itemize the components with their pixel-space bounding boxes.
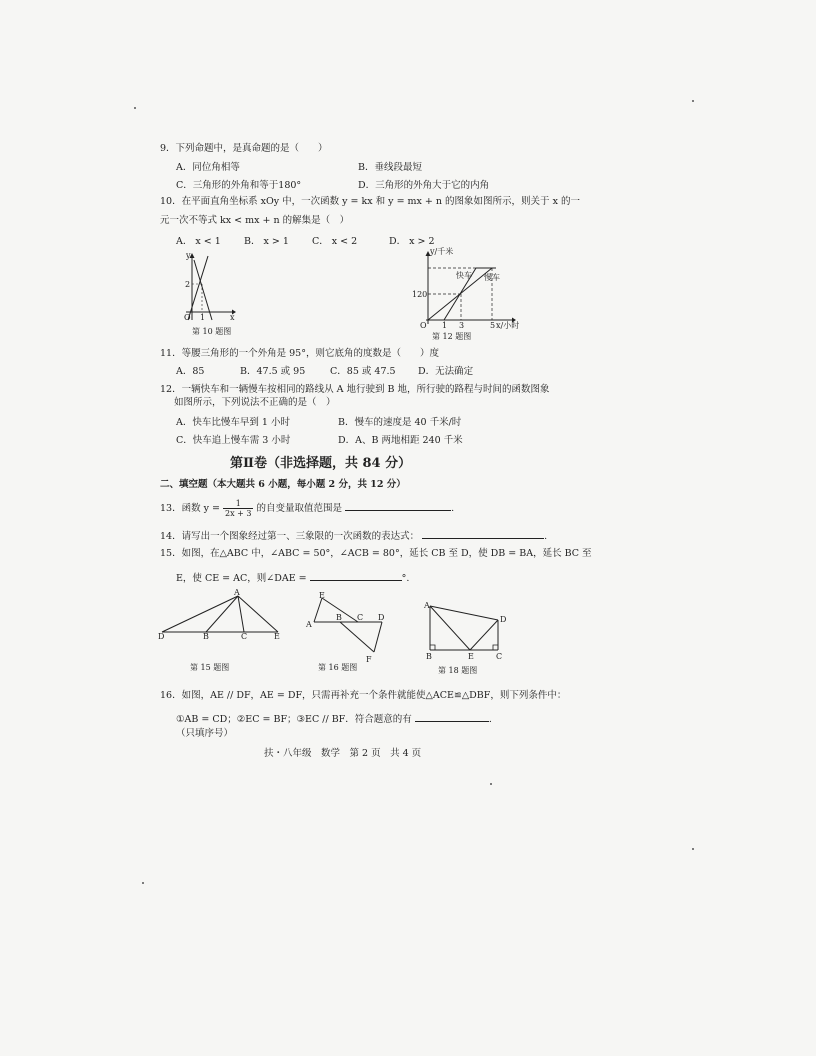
fig16-label-a: A bbox=[306, 620, 312, 629]
section2-title: 二、填空题（本大题共 6 小题，每小题 2 分，共 12 分） bbox=[160, 479, 406, 490]
q15-line2 bbox=[176, 570, 409, 585]
scan-speck bbox=[142, 882, 144, 884]
fig12-tick-1: 1 bbox=[442, 321, 448, 330]
fig18-label-b: B bbox=[426, 652, 432, 661]
q15-line2-prefix: E，使 CE = AC，则∠DAE = bbox=[176, 573, 307, 584]
scan-speck bbox=[692, 100, 694, 102]
fig12-fast-label: 快车 bbox=[456, 271, 472, 280]
fig18-label-d: D bbox=[500, 615, 507, 624]
fig16-label-c: C bbox=[357, 613, 364, 622]
fig10-x-label: x bbox=[230, 313, 235, 322]
q9-stem: 9．下列命题中，是真命题的是（ ） bbox=[160, 143, 328, 154]
q9-option-d: D．三角形的外角大于它的内角 bbox=[358, 180, 490, 191]
q9-option-c: C．三角形的外角和等于180° bbox=[176, 180, 302, 191]
fig15-label-c: C bbox=[241, 632, 248, 641]
q13: 13．函数 y = $\frac{1}{2x + 3}$ 的自变量取值范围是 . bbox=[160, 499, 455, 518]
q10-stem-line1: 10．在平面直角坐标系 xOy 中，一次函数 y = kx 和 y = mx + n 的图象如图所示，则关于 x 的一 bbox=[160, 196, 580, 207]
q16-answer-blank[interactable] bbox=[415, 711, 489, 722]
figure-16 bbox=[304, 590, 396, 664]
q16-line2: ①AB = CD；②EC = BF；③EC // BF．符合题意的有 . bbox=[176, 711, 492, 726]
fig12-tick-5: 5 bbox=[490, 321, 496, 330]
q11-stem: 11．等腰三角形的一个外角是 95°，则它底角的度数是（ ）度 bbox=[160, 348, 439, 359]
figure-12-chart bbox=[412, 247, 526, 332]
q10-option-c: C． x < 2 bbox=[312, 236, 358, 247]
fig18-label-e: E bbox=[468, 652, 474, 661]
q11-option-b: B．47.5 或 95 bbox=[240, 366, 306, 377]
q14-text: 14．请写出一个图象经过第一、三象限的一次函数的表达式： bbox=[160, 531, 420, 542]
fig18-label-a: A bbox=[424, 601, 430, 610]
q12-option-c: C．快车追上慢车需 3 小时 bbox=[176, 435, 291, 446]
fig10-origin-label: O bbox=[184, 313, 191, 322]
q13-answer-blank[interactable] bbox=[345, 500, 451, 511]
q13-denominator: 2x + 3 bbox=[225, 509, 252, 518]
fig12-tick-120: 120 bbox=[412, 290, 428, 299]
page-footer: 扶・八年级 数学 第 2 页 共 4 页 bbox=[264, 748, 422, 759]
figure-15 bbox=[158, 590, 286, 640]
fig10-y-label: y bbox=[186, 251, 191, 260]
q10-option-b: B． x > 1 bbox=[244, 236, 289, 247]
q12-option-a: A．快车比慢车早到 1 小时 bbox=[176, 417, 290, 428]
q11-option-a: A．85 bbox=[176, 366, 205, 377]
q12-option-d: D．A、B 两地相距 240 千米 bbox=[338, 435, 463, 446]
fig10-tick-2: 2 bbox=[185, 280, 191, 289]
q14: 14．请写出一个图象经过第一、三象限的一次函数的表达式： . bbox=[160, 528, 547, 543]
fig15-label-d: D bbox=[158, 632, 165, 641]
q9-option-b: B．垂线段最短 bbox=[358, 162, 422, 173]
fig12-tick-3: 3 bbox=[459, 321, 465, 330]
q12-option-b: B．慢车的速度是 40 千米/时 bbox=[338, 417, 462, 428]
q9-option-a: A．同位角相等 bbox=[176, 162, 240, 173]
q12-stem-line1: 12．一辆快车和一辆慢车按相同的路线从 A 地行驶到 B 地，所行驶的路程与时间的函数图象 bbox=[160, 384, 550, 395]
fig12-y-label: y/千米 bbox=[430, 247, 454, 256]
fig15-label-b: B bbox=[203, 632, 209, 641]
fig16-label-e: E bbox=[319, 591, 325, 600]
part2-title: 第Ⅱ卷（非选择题，共 84 分） bbox=[230, 456, 412, 471]
fig15-label-a: A bbox=[234, 588, 240, 597]
fig18-caption: 第 18 题图 bbox=[438, 666, 478, 675]
fig16-label-d: D bbox=[378, 613, 385, 622]
q13-numerator: 1 bbox=[223, 499, 253, 509]
fig15-caption: 第 15 题图 bbox=[190, 663, 230, 672]
fig10-tick-1: 1 bbox=[200, 313, 206, 322]
q11-option-d: D．无法确定 bbox=[418, 366, 474, 377]
q15-answer-blank[interactable] bbox=[310, 570, 402, 581]
fig10-caption: 第 10 题图 bbox=[192, 327, 232, 336]
fig16-label-f: F bbox=[366, 655, 372, 664]
fig15-label-e: E bbox=[274, 632, 280, 641]
q16-line3: （只填序号） bbox=[176, 728, 234, 739]
fig16-caption: 第 16 题图 bbox=[318, 663, 358, 672]
figure-10-graph bbox=[180, 248, 240, 324]
q14-answer-blank[interactable] bbox=[422, 528, 544, 539]
figure-18 bbox=[422, 598, 512, 662]
q13-prefix: 13．函数 y = bbox=[160, 503, 220, 514]
scan-speck bbox=[134, 107, 136, 109]
fig12-caption: 第 12 题图 bbox=[432, 332, 472, 341]
q12-stem-line2: 如图所示，下列说法不正确的是（ ） bbox=[174, 397, 336, 408]
scan-speck bbox=[490, 783, 492, 785]
q11-option-c: C．85 或 47.5 bbox=[330, 366, 396, 377]
fig12-x-label: x/小时 bbox=[496, 321, 520, 330]
q13-fraction bbox=[223, 499, 253, 518]
fig12-slow-label: 慢车 bbox=[484, 273, 500, 282]
fig18-label-c: C bbox=[496, 652, 503, 661]
q13-suffix: 的自变量取值范围是 bbox=[256, 503, 343, 514]
fig12-origin: O bbox=[420, 321, 427, 330]
q16-line1: 16．如图，AE // DF，AE = DF，只需再补充一个条件就能使△ACE≌△DBF，则下列条件中： bbox=[160, 690, 567, 701]
q10-option-d: D． x > 2 bbox=[389, 236, 435, 247]
q10-stem-line2: 元一次不等式 kx < mx + n 的解集是（ ） bbox=[160, 215, 350, 226]
q15-degree-suffix: °. bbox=[401, 573, 410, 584]
q15-line1: 15．如图，在△ABC 中，∠ABC = 50°，∠ACB = 80°，延长 CB 至 D，使 DB = BA，延长 BC 至 bbox=[160, 548, 592, 559]
q10-option-a: A． x < 1 bbox=[176, 236, 221, 247]
q16-line2-text: ①AB = CD；②EC = BF；③EC // BF．符合题意的有 bbox=[176, 714, 412, 725]
fig16-label-b: B bbox=[336, 613, 342, 622]
scan-speck bbox=[692, 848, 694, 850]
